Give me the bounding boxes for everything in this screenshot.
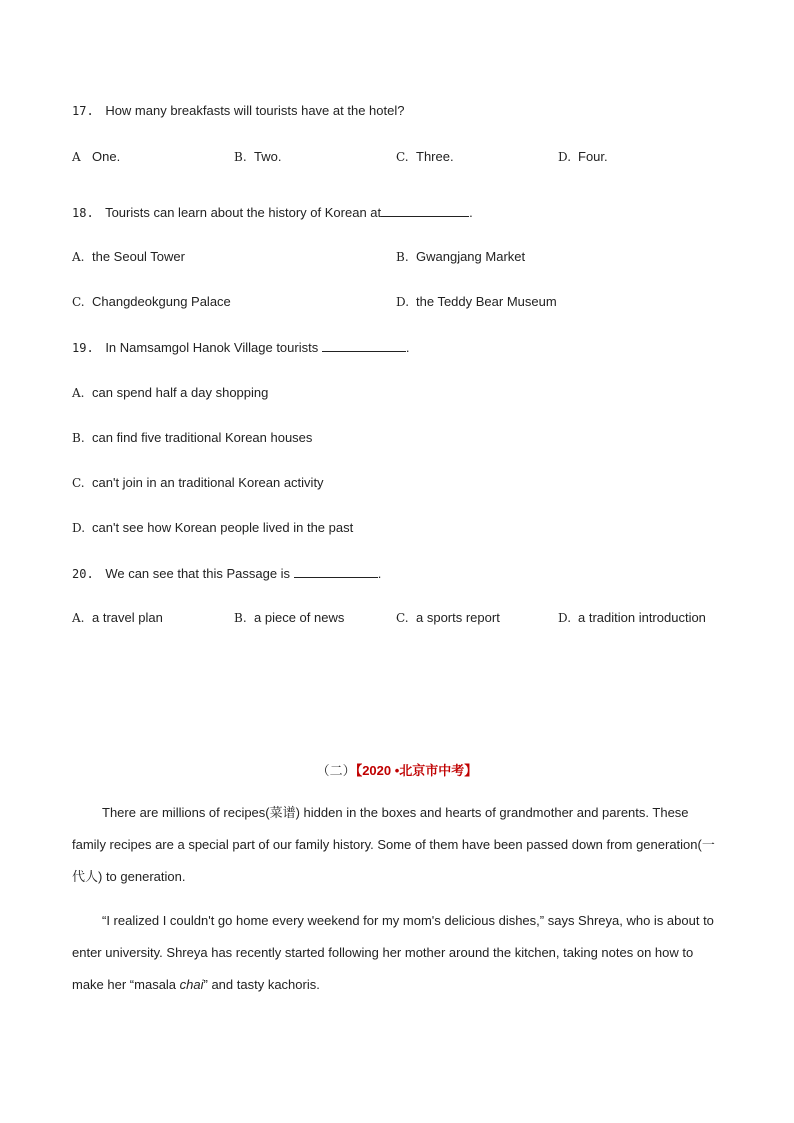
paragraph-text-end: ” and tasty kachoris. <box>203 977 320 992</box>
question-stem: Tourists can learn about the history of Korean at <box>105 205 382 220</box>
option-b <box>72 430 312 445</box>
passage-paragraph-1 <box>72 797 724 893</box>
option-d <box>396 294 557 309</box>
italic-word: chai <box>179 977 204 992</box>
question-stem: We can see that this Passage is <box>105 566 291 581</box>
option-c <box>72 475 324 490</box>
option-c <box>396 149 454 164</box>
section-prefix: （二） <box>316 763 356 778</box>
option-letter: C. <box>72 476 85 490</box>
question-number: 20. <box>72 567 94 581</box>
bracket-open: 【 <box>355 763 363 778</box>
option-letter: D. <box>558 150 572 164</box>
question-19 <box>72 339 409 355</box>
option-letter: C. <box>396 150 409 164</box>
option-letter: A <box>72 150 81 164</box>
stem-end: . <box>377 566 382 581</box>
section-source: 2020 •北京市中考 <box>362 763 465 778</box>
answer-blank <box>381 204 469 217</box>
bracket-close: 】 <box>464 763 478 778</box>
option-text: a sports report <box>416 610 500 625</box>
option-letter: A. <box>72 386 85 400</box>
option-text: Two. <box>254 149 282 164</box>
option-text: can spend half a day shopping <box>92 385 269 400</box>
question-17 <box>72 103 404 118</box>
paragraph-text: There are millions of recipes(菜谱) hidden in the boxes and hearts of grandmother and parents. These family recipes are a special part of our family history. Some of them have been passed down from generation(一代人) to generation. <box>72 805 715 884</box>
option-text: can find five traditional Korean houses <box>92 430 313 445</box>
option-d <box>72 520 353 535</box>
question-number: 18. <box>72 206 94 220</box>
stem-end: . <box>405 340 410 355</box>
option-b <box>234 610 344 625</box>
question-18 <box>72 204 473 220</box>
option-text: can't see how Korean people lived in the past <box>92 520 354 535</box>
option-letter: C. <box>396 611 409 625</box>
option-b <box>234 149 281 164</box>
option-letter: C. <box>72 295 85 309</box>
question-20 <box>72 565 381 581</box>
question-stem: How many breakfasts will tourists have at the hotel? <box>105 103 405 118</box>
option-text: Four. <box>578 149 608 164</box>
option-text: Three. <box>416 149 454 164</box>
option-letter: A. <box>72 611 85 625</box>
question-stem: In Namsamgol Hanok Village tourists <box>105 340 319 355</box>
paragraph-text: “I realized I couldn't go home every weekend for my mom's delicious dishes,” says Shreya, who is about to enter university. Shreya has recently started following her mother around the kitchen, taking notes on how to make her “masala <box>72 913 714 992</box>
option-letter: A. <box>72 250 85 264</box>
option-letter: B. <box>396 250 409 264</box>
option-text: a tradition introduction <box>578 610 706 625</box>
option-text: Changdeokgung Palace <box>92 294 231 309</box>
option-letter: B. <box>234 611 247 625</box>
stem-end: . <box>469 205 473 220</box>
option-text: the Teddy Bear Museum <box>416 294 557 309</box>
option-letter: B. <box>234 150 247 164</box>
option-d <box>558 149 608 164</box>
option-text: a piece of news <box>254 610 345 625</box>
option-a <box>72 249 185 264</box>
section-heading <box>0 760 794 779</box>
passage-paragraph-2 <box>72 905 724 1001</box>
option-a <box>72 610 163 625</box>
option-c <box>396 610 500 625</box>
option-text: a travel plan <box>92 610 163 625</box>
option-letter: D. <box>72 521 86 535</box>
question-number: 17. <box>72 104 94 118</box>
option-text: the Seoul Tower <box>92 249 185 264</box>
option-text: One. <box>92 149 121 164</box>
option-c <box>72 294 231 309</box>
answer-blank <box>322 339 406 352</box>
question-number: 19. <box>72 341 94 355</box>
option-text: can't join in an traditional Korean activity <box>92 475 324 490</box>
option-letter: D. <box>558 611 572 625</box>
option-letter: B. <box>72 431 85 445</box>
option-a <box>72 149 120 164</box>
option-d <box>558 610 706 625</box>
option-text: Gwangjang Market <box>416 249 526 264</box>
option-letter: D. <box>396 295 410 309</box>
answer-blank <box>294 565 378 578</box>
option-a <box>72 385 268 400</box>
option-b <box>396 249 525 264</box>
